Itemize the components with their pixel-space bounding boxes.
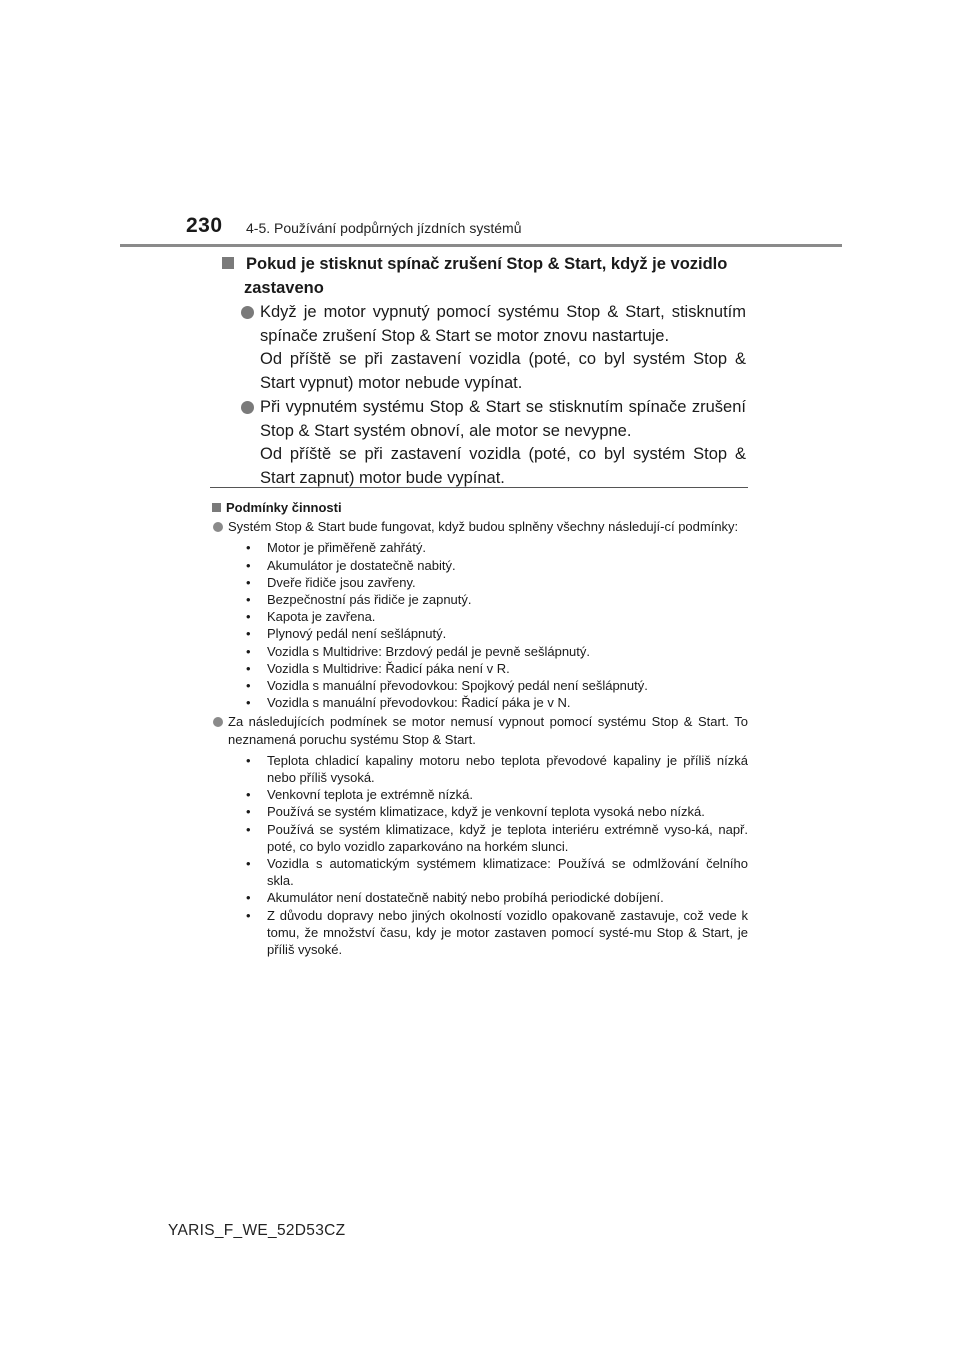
list-item: • Vozidla s manuální převodovkou: Spojkový pedál není sešlápnutý. <box>246 677 748 694</box>
conditions-item-1-list <box>228 539 748 711</box>
conditions-item-1 <box>212 518 748 711</box>
list-item: • Dveře řidiče jsou zavřeny. <box>246 574 748 591</box>
conditions-heading-text: Podmínky činnosti <box>226 500 342 515</box>
list-item: • Akumulátor je dostatečně nabitý. <box>246 557 748 574</box>
conditions-item-2-list <box>228 752 748 958</box>
list-item: • Používá se systém klimatizace, když je venkovní teplota vysoká nebo nízká. <box>246 803 748 820</box>
main-section <box>222 252 746 490</box>
conditions-item-2-text: Za následujících podmínek se motor nemusí vypnout pomocí systému Stop & Start. To neznamená poruchu systému Stop & Start. <box>228 714 748 747</box>
list-item: • Bezpečnostní pás řidiče je zapnutý. <box>246 591 748 608</box>
conditions-item-1-text: Systém Stop & Start bude fungovat, když budou splněny všechny následují-cí podmínky: <box>228 519 739 535</box>
list-item: • Motor je přiměřeně zahřátý. <box>246 539 748 556</box>
list-item: • Z důvodu dopravy nebo jiných okolností vozidlo opakovaně zastavuje, což vede k tomu, že množství času, kdy je motor zastaven pomocí systé-mu Stop & Start, je příliš vysoké. <box>246 907 748 959</box>
list-item: • Vozidla s automatickým systémem klimatizace: Používá se odmlžování čelního skla. <box>246 855 748 889</box>
list-item: • Vozidla s Multidrive: Řadicí páka není v R. <box>246 660 748 677</box>
list-item: • Kapota je zavřena. <box>246 608 748 625</box>
header-divider <box>120 244 842 247</box>
page-number: 230 <box>186 214 223 237</box>
list-item: • Vozidla s Multidrive: Brzdový pedál je pevně sešlápnutý. <box>246 643 748 660</box>
conditions-item-2 <box>212 713 748 958</box>
list-item: • Teplota chladicí kapaliny motoru nebo teplota převodové kapaliny je příliš nízká nebo příliš vysoká. <box>246 752 748 786</box>
circle-bullet-icon <box>241 306 254 319</box>
main-item-1-note: Od příště se při zastavení vozidla (poté, co byl systém Stop & Start vypnut) motor nebude vypínat. <box>260 350 746 392</box>
main-item-2-note: Od příště se při zastavení vozidla (poté, co byl systém Stop & Start zapnut) motor bude vypínat. <box>260 445 746 487</box>
main-heading-line1: Pokud je stisknut spínač zrušení Stop & Start, když je vozidlo <box>246 255 728 273</box>
main-item-2 <box>222 396 746 490</box>
circle-bullet-icon <box>241 401 254 414</box>
section-title: 4-5. Používání podpůrných jízdních systémů <box>246 220 522 236</box>
list-item: • Venkovní teplota je extrémně nízká. <box>246 786 748 803</box>
list-item: • Používá se systém klimatizace, když je teplota interiéru extrémně vyso-ká, např. poté, co bylo vozidlo zaparkováno na horkém slunci. <box>246 821 748 855</box>
list-item: • Akumulátor není dostatečně nabitý nebo probíhá periodické dobíjení. <box>246 889 748 906</box>
main-item-2-text: Při vypnutém systému Stop & Start se stisknutím spínače zrušení Stop & Start systém obnoví, ale motor se nevypne. <box>260 398 746 440</box>
square-bullet-icon <box>222 257 234 269</box>
footer-code: YARIS_F_WE_52D53CZ <box>168 1222 346 1239</box>
conditions-heading <box>212 499 748 516</box>
main-heading-line2: zastaveno <box>244 279 324 297</box>
main-item-1 <box>222 301 746 395</box>
square-bullet-icon <box>212 503 221 512</box>
circle-bullet-icon <box>213 717 223 727</box>
list-item: • Plynový pedál není sešlápnutý. <box>246 625 748 642</box>
main-item-1-text: Když je motor vypnutý pomocí systému Stop & Start, stisknutím spínače zrušení Stop & Start se motor znovu nastartuje. <box>260 303 746 345</box>
main-heading <box>222 252 746 300</box>
conditions-section <box>212 499 748 959</box>
section-divider <box>210 487 748 488</box>
circle-bullet-icon <box>213 522 223 532</box>
list-item: • Vozidla s manuální převodovkou: Řadicí páka je v N. <box>246 694 748 711</box>
